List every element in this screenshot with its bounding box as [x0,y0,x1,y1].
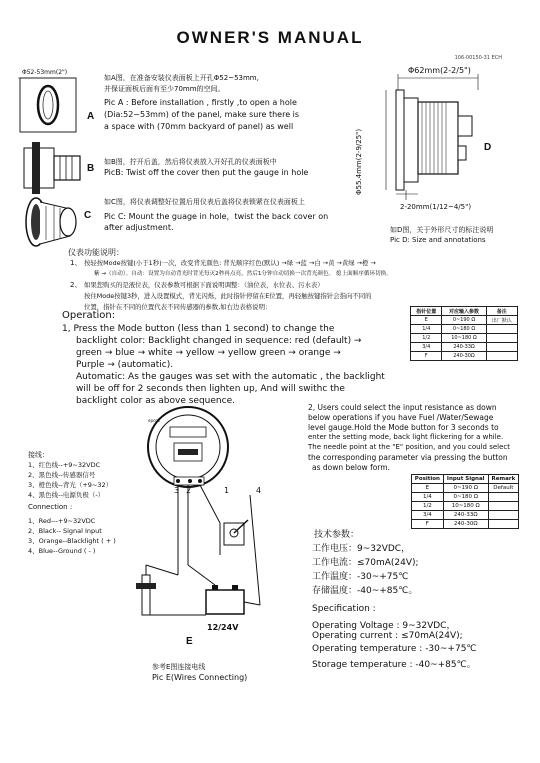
table-cell [488,493,518,502]
pic-a-en-line2: (Dia:52~53mm) of the panel, make sure there is [104,110,300,119]
operation-p1-line3: green → blue → white → yellow → yellow green → orange → [76,348,341,358]
hole-size-label: Φ52-53mm(2") [22,69,68,76]
table-cell: Default [488,484,518,493]
table-cell [488,511,518,520]
pin-label: 3 [174,486,180,495]
func-cn-item1-line2: 紫 →（自动）。自动：设置为自动背光时背光每灭2秒再点亮，然后1分钟自动切换一次背光颜色。 熄上面顺序循环切换。 [94,271,392,277]
tech-cn-line: 工作电流：≤70mA(24V); [312,558,419,568]
func-cn-item2-line2: 按住Mode按键3秒，进入设置模式，背光闪烁，此时指针停留在E位置，再轻触按键指针会指向不同的 [84,292,372,300]
table-row [411,325,518,334]
table-row [411,334,518,343]
pic-a-en-line1: Pic A : Before installation , firstly ,to open a hole [104,98,297,107]
gauge-insert-illustration [20,142,88,196]
table-header-cell: 对应输入参数 [442,307,486,316]
wiring-en-item: 1、Red---+9~32VDC [28,517,96,525]
pic-d-en: Pic D: Size and annotations [390,236,486,244]
page-title: OWNER'S MANUAL [176,28,364,47]
pin-label: 2 [186,486,192,495]
pic-c-en-line2: after adjustment. [104,223,174,232]
table-cell [488,520,518,529]
pic-b-letter: B [87,163,95,174]
operation-p1-line1: 1, Press the Mode button (less than 1 second) to change the [62,324,335,334]
table-row [411,352,518,361]
pic-a-letter: A [87,111,95,122]
operation-p1-line7: backlight color as above sequence. [76,396,235,406]
table-header-cell: Position [412,475,444,484]
table-cell: 1/4 [412,493,444,502]
table-cell: 出厂默认 [486,316,517,325]
table-cell: 240-30Ω [442,352,486,361]
operation-p1-line2: backlight color: Backlight changed in sequence: red (default) → [76,336,362,346]
table-cell: 240-30Ω [443,520,488,529]
func-cn-heading: 仪表功能说明： [68,248,124,257]
resistance-table-en [411,474,519,529]
table-header-cell: Input Signal [443,475,488,484]
table-header-cell: Remark [488,475,518,484]
tech-cn-line: 存储温度：-40~+85℃。 [312,586,418,596]
table-header-cell: 备注 [486,307,517,316]
tech-cn-heading: 技术参数： [314,530,360,540]
table-cell: 3/4 [412,511,444,520]
pic-c-cn: 如C图，将仪表调整好位置后用仪表后盖将仪表锁紧在仪表面板上 [104,198,305,206]
wiring-en-item: 4、Blue--Ground ( - ) [28,547,96,555]
table-row [412,493,519,502]
panel-hole-illustration [18,76,80,134]
wiring-cn-heading: 接线： [28,451,49,459]
table-header-cell: 指针位置 [411,307,442,316]
table-row [412,502,519,511]
table-cell: 0~180 Ω [443,493,488,502]
wiring-diagram [130,405,290,645]
table-row [411,316,518,325]
operation-heading: Operation: [62,310,116,321]
pic-e-cn: 参考E图连接电线 [152,663,206,671]
table-cell: 1/2 [411,334,442,343]
tech-en-line: Operating current : ≤70mA(24V); [312,631,463,641]
tech-en-heading: Specification : [312,604,376,614]
table-cell: 0~190 Ω [442,316,486,325]
func-cn-item2-num: 2、 [70,281,82,289]
table-cell: 1/4 [411,325,442,334]
operation-p1-line4: Purple → (automatic). [76,360,174,370]
wiring-en-item: 2、Black-- Signal Input [28,527,102,535]
table-cell: 240-33Ω [443,511,488,520]
pic-e-en: Pic E(Wires Connecting) [152,673,248,682]
pic-a-cn-line2: 并保证面板后面有至少70mm的空间。 [104,85,225,93]
gauge-brand: epcgs [148,418,160,423]
func-cn-item2-line3: 位置，指针在不同的位置代表不同传感器的参数,如右边表格说明： [84,303,272,311]
table-cell: 10~180 Ω [442,334,486,343]
battery-voltage-label: 12/24V [207,623,239,632]
table-row [412,484,519,493]
wiring-en-heading: Connection : [28,503,73,511]
pic-e-letter: E [186,636,193,647]
pic-b-cn: 如B图，拧开后盖，然后将仪表放入开好孔的仪表面板中 [104,158,277,166]
func-cn-item2-line1: 如果您购买的是液位表，仪表参数可根据下面说明调整：（油位表，水位表、污水表） [84,281,324,289]
table-cell: 0~180 Ω [442,325,486,334]
wiring-cn-item: 1、红色线--+9~32VDC [28,461,101,469]
operation-p2-line6: the corresponding parameter via pressing the button [308,453,508,462]
pic-d-dim-bottom: 2-20mm(1/12~4/5") [400,203,472,211]
func-cn-item1-line1: 按轻按Mode按键(小于1秒)一次，改变背光颜色: 背光顺序红色(默认) →绿 →蓝 →白 →黄 →黄绿 →橙 → [84,259,376,267]
func-cn-item1-num: 1、 [70,259,82,267]
wiring-cn-item: 3、橙色线--背光（+9~32） [28,481,113,489]
table-cell [486,352,517,361]
pic-c-en-line1: Pic C: Mount the guage in hole，twist the back cover on [104,212,329,221]
operation-p1-line6: will be off for 2 seconds then lighten up, And will swithc the [76,384,345,394]
operation-p2-line1: 2, Users could select the input resistance as down [308,403,497,412]
gauge-mount-illustration [16,194,86,252]
table-row [412,520,519,529]
gauge-dimension-drawing [358,72,508,207]
pic-c-letter: C [84,210,92,221]
table-cell: E [412,484,444,493]
wiring-cn-item: 4、黑色线--电源负极（-） [28,491,105,499]
table-cell [486,343,517,352]
table-cell: 240-33Ω [442,343,486,352]
tech-cn-line: 工作温度：-30~+75℃ [312,572,409,582]
operation-p2-line5: The needle point at the "E" position, and you could select [308,443,510,451]
wiring-en-item: 3、Orange--Blacklight ( + ) [28,537,116,545]
wiring-cn-item: 2、黑色线--传感器信号 [28,471,96,479]
operation-p2-line4: enter the setting mode, back light flickering for a while. [308,433,504,441]
table-cell [488,502,518,511]
pin-label: 4 [256,486,262,495]
operation-p2-line2: below operations if you have Fuel /Water/Sewage [308,413,494,422]
table-cell: 10~180 Ω [443,502,488,511]
tech-en-line: Operating Voltage : 9~32VDC， [312,621,456,631]
operation-p2-line3: level gauge.Hold the Mode button for 3 seconds to [308,423,499,432]
pic-d-dim-side: Φ55.4mm(2-9/25") [355,128,363,195]
operation-p2-line7: as down below form. [312,463,390,472]
table-row [412,511,519,520]
table-header-row [411,307,518,316]
pic-d-cn: 如D图，关于外形尺寸的标注说明 [390,226,494,234]
resistance-table-cn [410,306,518,361]
table-cell: E [411,316,442,325]
table-cell: F [411,352,442,361]
document-id: 106-00150-31 ECH [454,55,502,61]
table-cell [486,325,517,334]
operation-p1-line5: Automatic: As the gauges was set with the automatic , the backlight [76,372,385,382]
pic-a-en-line3: a space with (70mm backyard of panel) as well [104,122,294,131]
pic-d-letter: D [484,142,492,153]
table-cell: 0~190 Ω [443,484,488,493]
tech-en-line: Storage temperature : -40~+85℃。 [312,660,476,670]
table-cell [486,334,517,343]
pic-b-en: PicB: Twist off the cover then put the gauge in hole [104,168,309,177]
tech-cn-line: 工作电压：9~32VDC， [312,544,411,554]
table-cell: F [412,520,444,529]
tech-en-line: Operating temperature : -30~+75℃ [312,644,477,654]
table-header-row [412,475,519,484]
pic-d-dim-top: Φ62mm(2-2/5") [408,66,471,75]
pic-a-cn-line1: 如A图，在准备安装仪表面板上开孔Φ52~53mm, [104,74,259,82]
table-cell: 3/4 [411,343,442,352]
table-cell: 1/2 [412,502,444,511]
table-row [411,343,518,352]
pin-label: 1 [224,486,230,495]
